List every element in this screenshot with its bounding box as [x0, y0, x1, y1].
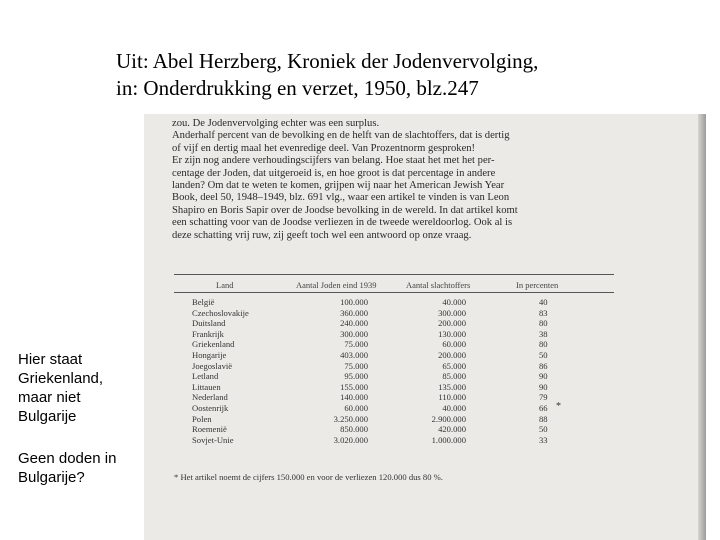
- note-line: Geen doden in: [18, 450, 117, 467]
- percent-cell: 83: [539, 307, 548, 318]
- percent-cell: 40: [539, 297, 548, 307]
- percent-cell: 50: [539, 424, 548, 435]
- text-line: of vijf en dertig maal het evenredige deel. Van Prozentnorm gesproken!: [172, 142, 476, 154]
- note-line: Griekenland,: [18, 370, 104, 387]
- header-victims: Aantal slachtoffers: [406, 280, 471, 290]
- jews-1939-cell: 240.000: [340, 318, 368, 329]
- victims-cell: 110.000: [438, 392, 466, 403]
- percent-cell: 90: [539, 381, 548, 392]
- victims-cell: 200.000: [438, 349, 466, 360]
- country-cell: Griekenland: [192, 339, 235, 350]
- header-land: Land: [216, 280, 234, 290]
- percent-cell: 38: [539, 328, 548, 339]
- caption-line-1: Uit: Abel Herzberg, Kroniek der Jodenvervolging,: [116, 49, 539, 73]
- jews-1939-cell: 300.000: [340, 328, 368, 339]
- note-line: Bulgarije: [18, 408, 77, 425]
- column-countries: [192, 297, 249, 445]
- country-cell: Polen: [192, 413, 212, 424]
- percent-cell: 33: [539, 434, 548, 445]
- text-line: Er zijn nog andere verhoudingscijfers van belang. Hoe staat het met het per-: [172, 155, 495, 167]
- note-line: Bulgarije?: [18, 469, 85, 486]
- country-cell: Sovjet-Unie: [192, 434, 234, 445]
- column-percent: [539, 297, 548, 445]
- text-line: zou. De Jodenvervolging echter was een surplus.: [172, 118, 380, 129]
- table-top-rule: [174, 274, 614, 275]
- jews-1939-cell: 850.000: [340, 424, 368, 435]
- percent-cell: 79: [539, 392, 548, 403]
- percent-cell: 88: [539, 413, 548, 424]
- text-line: landen? Om dat te weten te komen, grijpen wij naar het American Jewish Year: [172, 179, 505, 191]
- country-cell: België: [192, 297, 215, 307]
- jews-1939-cell: 403.000: [340, 349, 368, 360]
- victims-cell: 420.000: [438, 424, 466, 435]
- header-jews-1939: Aantal Joden eind 1939: [296, 280, 377, 290]
- victims-cell: 40.000: [442, 297, 466, 307]
- jews-1939-cell: 360.000: [340, 307, 368, 318]
- percent-cell: 90: [539, 371, 548, 382]
- table-header-rule: [174, 292, 614, 293]
- column-jews-1939: [294, 297, 368, 445]
- country-cell: Joegoslavië: [192, 360, 233, 371]
- victims-cell: 130.000: [438, 328, 466, 339]
- text-line: Book, deel 50, 1948–1949, blz. 691 vlg., waar een artikel te vinden is van Leon: [172, 192, 510, 204]
- jews-1939-cell: 60.000: [344, 402, 368, 413]
- text-line: deze schatting vrij ruw, zij geeft toch wel een antwoord op onze vraag.: [172, 229, 472, 241]
- text-line: Shapiro en Boris Sapir over de Joodse bevolking in de wereld. In dat artikel komt: [172, 204, 518, 216]
- note-line: maar niet: [18, 389, 81, 406]
- victims-cell: 65.000: [442, 360, 466, 371]
- victims-cell: 40.000: [442, 402, 466, 413]
- note-line: Hier staat: [18, 351, 83, 368]
- jews-1939-cell: 100.000: [340, 297, 368, 307]
- source-caption: [116, 48, 676, 102]
- country-cell: Frankrijk: [192, 328, 224, 339]
- caption-line-2: in: Onderdrukking en verzet, 1950, blz.247: [116, 76, 479, 100]
- country-cell: Czechoslovakije: [192, 307, 249, 318]
- percent-cell: 66: [539, 402, 548, 413]
- victims-cell: 2.900.000: [431, 413, 466, 424]
- jews-1939-cell: 140.000: [340, 392, 368, 403]
- text-line: een schatting voor van de Joodse verliezen in de tweede wereldoorlog. Ook al is: [172, 217, 513, 229]
- jews-1939-cell: 3.250.000: [333, 413, 368, 424]
- victims-cell: 85.000: [442, 371, 466, 382]
- side-note-greece: [18, 350, 148, 426]
- country-cell: Letland: [192, 371, 219, 382]
- country-cell: Roemenië: [192, 424, 227, 435]
- victims-cell: 200.000: [438, 318, 466, 329]
- jews-1939-cell: 155.000: [340, 381, 368, 392]
- victims-cell: 60.000: [442, 339, 466, 350]
- jews-1939-cell: 3.020.000: [333, 434, 368, 445]
- text-line: centage der Joden, dat uitgeroeid is, en hoe groot is dat percentage in andere: [172, 167, 496, 179]
- country-cell: Littauen: [192, 381, 221, 392]
- table-footnote: * Het artikel noemt de cijfers 150.000 en voor de verliezen 120.000 dus 80 %.: [174, 472, 443, 482]
- text-line: Anderhalf percent van de bevolking en de helft van de slachtoffers, dat is dertig: [172, 130, 510, 142]
- country-cell: Hongarije: [192, 349, 227, 360]
- header-percent: In percenten: [516, 280, 559, 290]
- percent-cell: 80: [539, 318, 548, 329]
- column-victims: [406, 297, 466, 445]
- jews-1939-cell: 75.000: [344, 339, 368, 350]
- country-cell: Oostenrijk: [192, 402, 229, 413]
- percent-cell: 80: [539, 339, 548, 350]
- footnote-marker: *: [556, 401, 561, 412]
- jews-1939-cell: 75.000: [344, 360, 368, 371]
- percent-cell: 50: [539, 349, 548, 360]
- jews-1939-cell: 95.000: [344, 371, 368, 382]
- victims-cell: 1.000.000: [431, 434, 466, 445]
- side-note-bulgaria: [18, 449, 148, 487]
- book-paragraph: [172, 118, 612, 242]
- percent-cell: 86: [539, 360, 548, 371]
- page-spine-shadow: [698, 114, 706, 540]
- victims-cell: 300.000: [438, 307, 466, 318]
- country-cell: Nederland: [192, 392, 228, 403]
- country-cell: Duitsland: [192, 318, 226, 329]
- victims-cell: 135.000: [438, 381, 466, 392]
- book-page-scan: [144, 114, 706, 540]
